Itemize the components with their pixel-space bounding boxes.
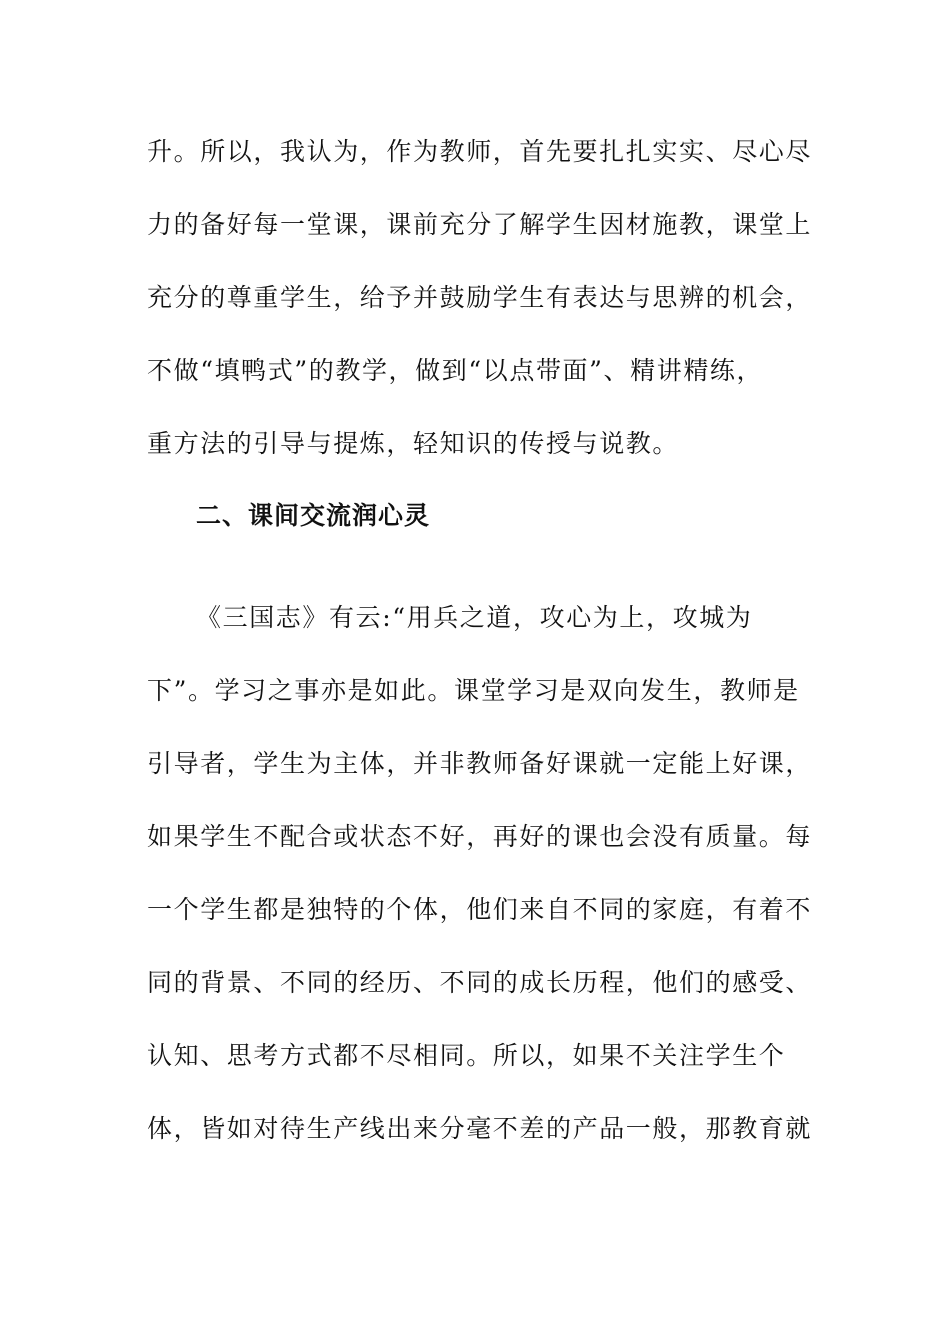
paragraph-line: 如果学生不配合或状态不好，再好的课也会没有质量。每	[147, 822, 813, 851]
paragraph-line: 力的备好每一堂课，课前充分了解学生因材施教，课堂上	[147, 210, 813, 239]
paragraph-line: 重方法的引导与提炼，轻知识的传授与说教。	[147, 429, 680, 458]
paragraph-line: 升。所以，我认为，作为教师，首先要扎扎实实、尽心尽	[147, 137, 813, 166]
paragraph-line: 认知、思考方式都不尽相同。所以，如果不关注学生个	[147, 1041, 786, 1070]
section-heading: 二、课间交流润心灵	[196, 501, 431, 530]
paragraph-line: 引导者，学生为主体，并非教师备好课就一定能上好课，	[147, 749, 813, 778]
paragraph-line: 不做“填鸭式”的教学，做到“以点带面”、精讲精练，	[147, 356, 764, 385]
paragraph-line: 体，皆如对待生产线出来分毫不差的产品一般，那教育就	[147, 1114, 813, 1143]
paragraph-line: 充分的尊重学生，给予并鼓励学生有表达与思辨的机会，	[147, 283, 813, 312]
paragraph-line: 同的背景、不同的经历、不同的成长历程，他们的感受、	[147, 968, 813, 997]
paragraph-line: 《三国志》有云:“用兵之道，攻心为上，攻城为	[196, 603, 753, 632]
paragraph-line: 一个学生都是独特的个体，他们来自不同的家庭，有着不	[147, 895, 813, 924]
paragraph-line: 下”。学习之事亦是如此。课堂学习是双向发生，教师是	[147, 676, 800, 705]
